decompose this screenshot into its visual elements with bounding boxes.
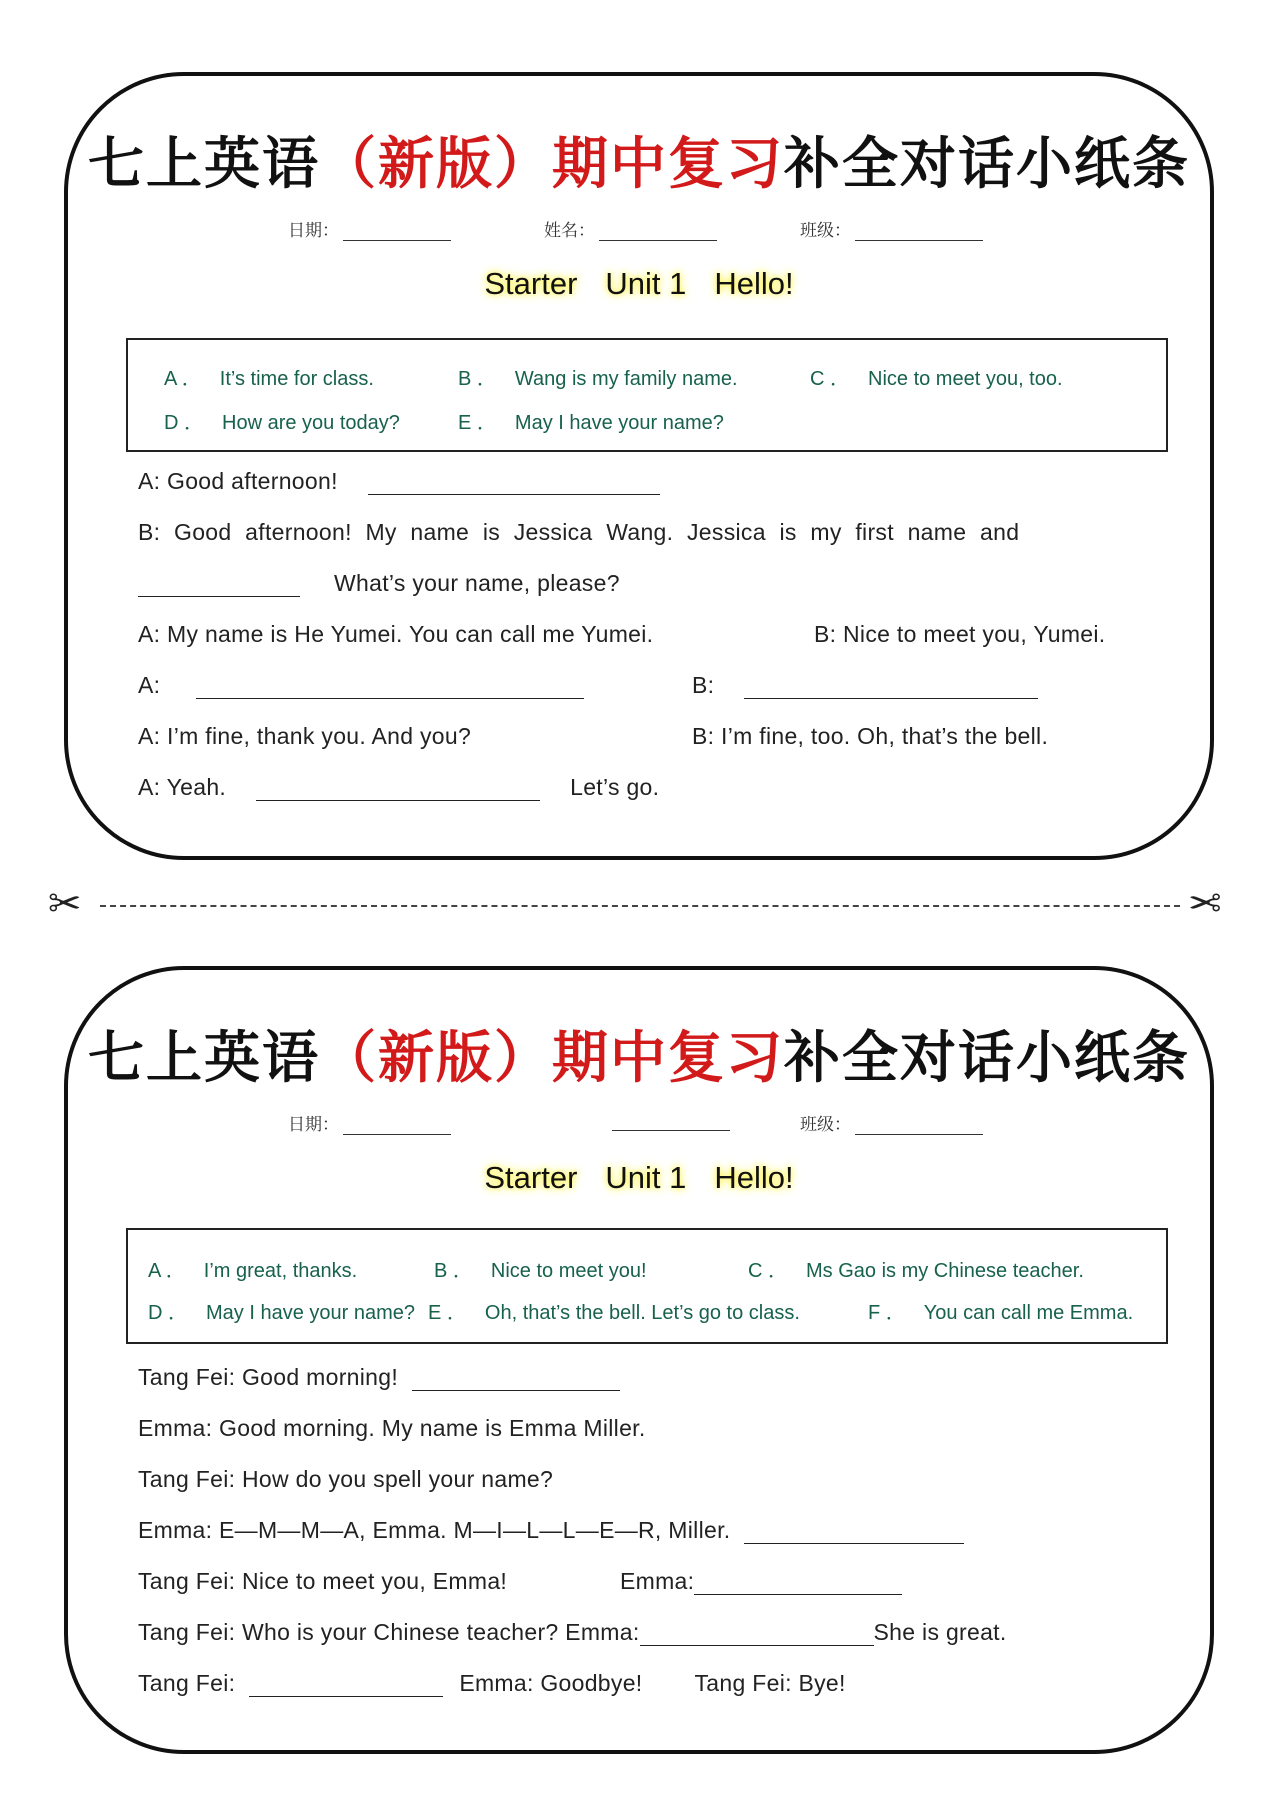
options-box: [126, 338, 1168, 452]
option-a: A ． It’s time for class.: [164, 368, 374, 390]
dialogue-line-2: Emma: Good morning. My name is Emma Miller.: [138, 1415, 646, 1441]
unit-number: Unit 1: [605, 266, 687, 301]
answer-blank-2[interactable]: [138, 574, 300, 597]
dialogue-line-1: Tang Fei: Good morning!: [138, 1364, 620, 1391]
note-card-1: [64, 72, 1214, 860]
note-card-2: [64, 966, 1214, 1754]
answer-blank-1[interactable]: [368, 472, 660, 495]
name-blank[interactable]: [599, 220, 717, 241]
dialogue-line-3: What’s your name, please?: [138, 570, 620, 597]
dialogue-line-3: Tang Fei: How do you spell your name?: [138, 1466, 554, 1492]
class-field: [800, 1110, 983, 1135]
name-field: [608, 1110, 730, 1131]
dialogue-line-1: A: Good afternoon!: [138, 468, 660, 495]
answer-blank-1[interactable]: [412, 1368, 620, 1391]
meta-row: [68, 1110, 1210, 1150]
unit-name: Hello!: [714, 1160, 794, 1195]
option-d: D ． How are you today?: [164, 412, 400, 434]
option-b: B ． Wang is my family name.: [458, 368, 738, 390]
dialogue-line-7: Tang Fei: Emma: Goodbye! Tang Fei: Bye!: [138, 1670, 846, 1696]
scissors-icon: ✂: [1188, 881, 1222, 927]
dialogue-line-6b: B: I’m fine, too. Oh, that’s the bell.: [692, 723, 1049, 749]
dialogue-line-4b: B: Nice to meet you, Yumei.: [814, 621, 1106, 647]
unit-name: Hello!: [714, 266, 794, 301]
unit-heading: [68, 266, 1210, 302]
unit-starter: Starter: [484, 266, 578, 301]
name-field: [544, 216, 717, 241]
answer-blank-4[interactable]: [640, 1623, 874, 1646]
title-part-2: （新版）期中复习: [320, 131, 784, 197]
title-part-3: 补全对话小纸条: [784, 131, 1190, 197]
date-field: [288, 1110, 451, 1135]
dialogue-line-4: Emma: E—M—M—A, Emma. M—I—L—L—E—R, Miller.: [138, 1517, 964, 1544]
dialogue-line-5a: A:: [138, 672, 584, 699]
title-part-2: （新版）期中复习: [320, 1025, 784, 1091]
date-label: 日期：: [288, 1115, 339, 1135]
unit-heading: [68, 1160, 1210, 1196]
dialogue-line-4a: A: My name is He Yumei. You can call me Yumei.: [138, 621, 654, 647]
unit-starter: Starter: [484, 1160, 578, 1195]
page-title: [68, 1014, 1210, 1094]
options-box: [126, 1228, 1168, 1344]
class-blank[interactable]: [855, 1114, 983, 1135]
dialogue-line-6: Tang Fei: Who is your Chinese teacher? Emma: She is great.: [138, 1619, 1007, 1645]
option-a: A ． I’m great, thanks.: [148, 1260, 358, 1282]
date-blank[interactable]: [343, 220, 451, 241]
answer-blank-3[interactable]: [694, 1572, 902, 1595]
option-e: E ． May I have your name?: [458, 412, 724, 434]
title-part-1: 七上英语: [88, 1025, 320, 1091]
class-blank[interactable]: [855, 220, 983, 241]
option-c: C ． Ms Gao is my Chinese teacher.: [748, 1260, 1084, 1282]
name-blank[interactable]: [612, 1110, 730, 1131]
meta-row: [68, 216, 1210, 256]
title-part-1: 七上英语: [88, 131, 320, 197]
date-blank[interactable]: [343, 1114, 451, 1135]
cut-line: [100, 905, 1180, 907]
dialogue-line-7: A: Yeah. Let’s go.: [138, 774, 660, 800]
title-part-3: 补全对话小纸条: [784, 1025, 1190, 1091]
option-f: F ． You can call me Emma.: [868, 1302, 1134, 1324]
page-title: [68, 120, 1210, 200]
dialogue-line-5a: Tang Fei: Nice to meet you, Emma!: [138, 1568, 508, 1594]
dialogue-line-5b: Emma:: [620, 1568, 902, 1595]
unit-number: Unit 1: [605, 1160, 687, 1195]
date-field: [288, 216, 451, 241]
answer-blank-3[interactable]: [196, 676, 584, 699]
scissors-icon: ✂: [48, 881, 82, 927]
class-label: 班级：: [800, 221, 851, 241]
option-c: C ． Nice to meet you, too.: [810, 368, 1063, 390]
name-label: 姓名：: [544, 221, 595, 241]
option-d: D ． May I have your name?: [148, 1302, 415, 1324]
dialogue-line-2: B: Good afternoon! My name is Jessica Wang. Jessica is my first name and: [138, 519, 1020, 545]
class-label: 班级：: [800, 1115, 851, 1135]
answer-blank-5[interactable]: [256, 778, 540, 801]
option-b: B ． Nice to meet you!: [434, 1260, 647, 1282]
dialogue-line-6a: A: I’m fine, thank you. And you?: [138, 723, 472, 749]
answer-blank-2[interactable]: [744, 1521, 964, 1544]
dialogue-line-5b: B:: [692, 672, 1038, 699]
option-e: E ． Oh, that’s the bell. Let’s go to class.: [428, 1302, 800, 1324]
class-field: [800, 216, 983, 241]
answer-blank-4[interactable]: [744, 676, 1038, 699]
date-label: 日期：: [288, 221, 339, 241]
answer-blank-5[interactable]: [249, 1674, 443, 1697]
